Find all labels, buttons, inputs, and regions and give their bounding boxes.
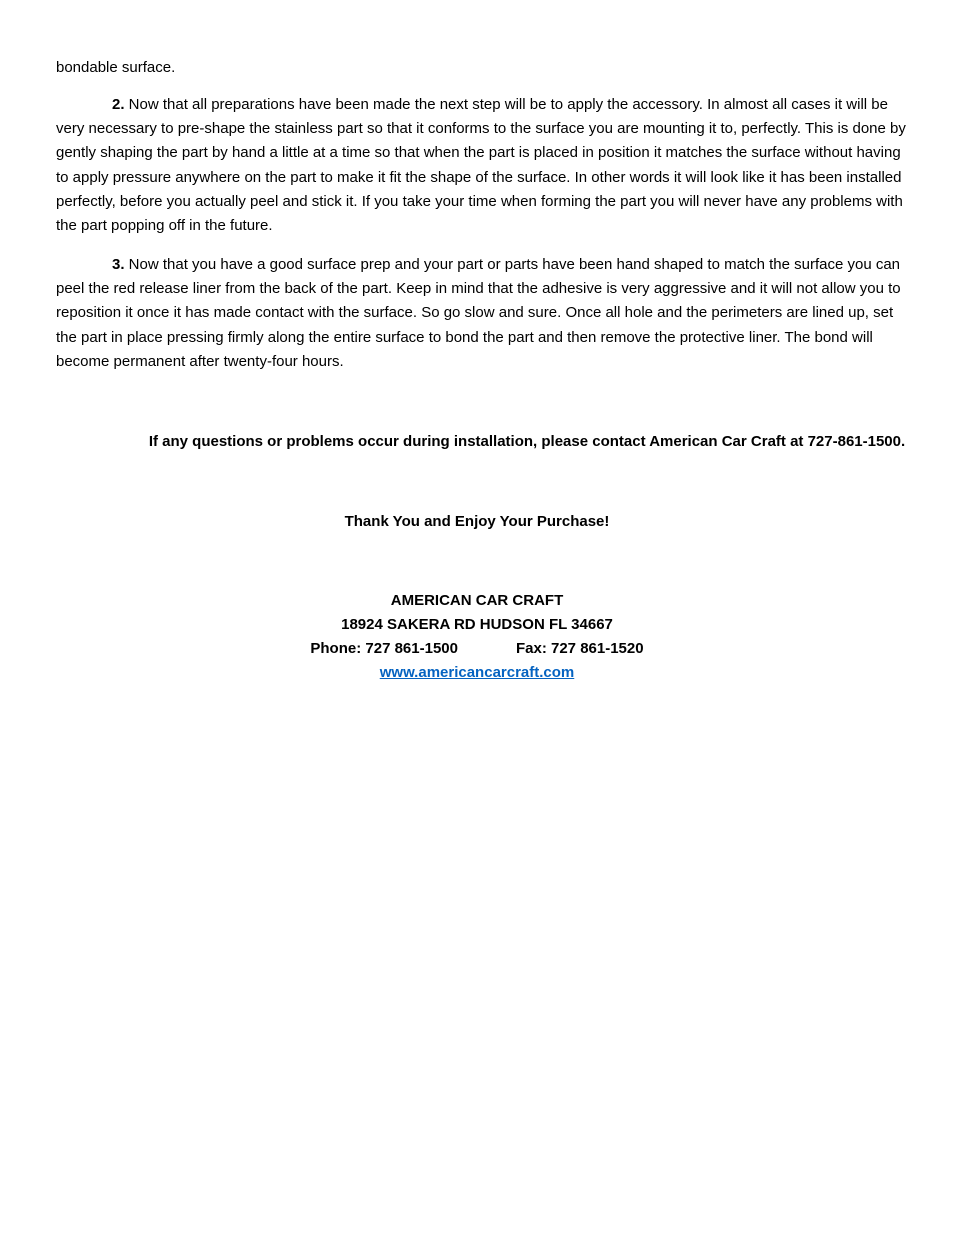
step-2-text: Now that all preparations have been made the next step will be to apply the accessory. In almost all cases it will be very necessary to pre-shape the stainless part so that it conforms to the surface you are mounting it to, perfectly. This is done by gently shaping the part by hand a little at a time so that when the part is placed in position it matches the surface without having to apply pressure anywhere on the part to make it fit the shape of the surface. In other words it will look like it has been installed perfectly, before you actually peel and stick it. If you take your time when forming the part you will never have any problems with the part popping off in the future. bbox=[56, 96, 906, 235]
website-line bbox=[0, 661, 954, 685]
contact-numbers bbox=[0, 637, 954, 661]
phone-number: Phone: 727 861-1500 bbox=[310, 640, 458, 657]
website-link[interactable]: www.americancarcraft.com bbox=[379, 664, 575, 681]
step-2-paragraph bbox=[56, 93, 906, 238]
fax-number: Fax: 727 861-1520 bbox=[515, 640, 644, 657]
step-3-number: 3. bbox=[112, 256, 125, 273]
step-2-number: 2. bbox=[112, 96, 125, 113]
company-name: AMERICAN CAR CRAFT bbox=[390, 592, 564, 609]
thanks-message: Thank You and Enjoy Your Purchase! bbox=[344, 513, 610, 530]
continuation-text: bondable surface. bbox=[56, 59, 176, 76]
contact-note: If any questions or problems occur during installation, please contact American Car Craft at 727-861-1500. bbox=[148, 433, 906, 450]
company-address: 18924 SAKERA RD HUDSON FL 34667 bbox=[341, 616, 613, 633]
step-3-paragraph bbox=[56, 253, 906, 374]
step-3-text: Now that you have a good surface prep and your part or parts have been hand shaped to match the surface you can peel the red release liner from the back of the part. Keep in mind that the adhesive is very aggressive and it will not allow you to reposition it once it has made contact with the surface. So go slow and sure. Once all hole and the perimeters are lined up, set the part in place pressing firmly along the entire surface to bond the part and then remove the protective liner. The bond will become permanent after twenty-four hours. bbox=[56, 256, 901, 370]
